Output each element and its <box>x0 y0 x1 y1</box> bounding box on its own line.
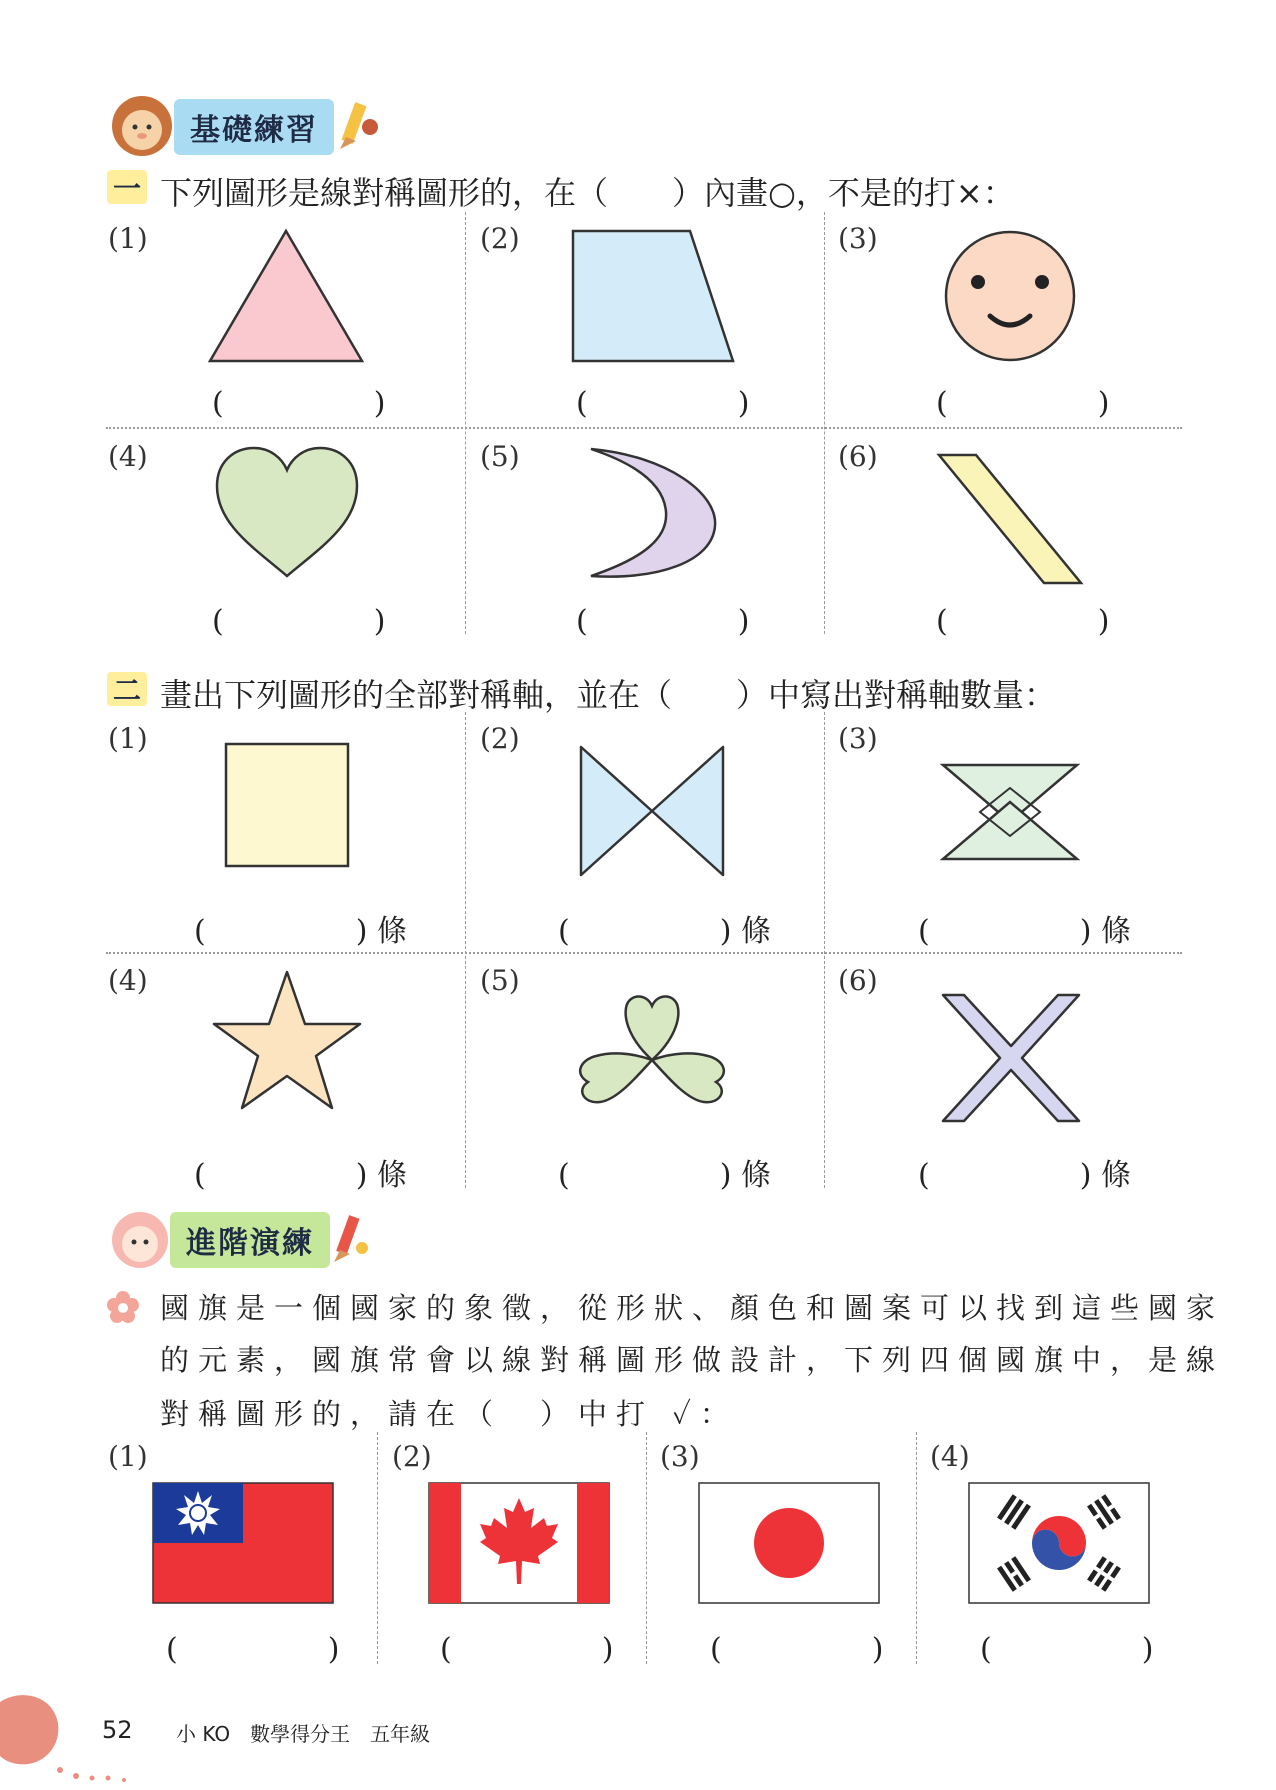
question-number-2: 二 <box>107 672 147 706</box>
unit-label: 條 <box>740 914 771 949</box>
item-label: (5) <box>480 964 520 997</box>
item-label: (1) <box>108 222 148 255</box>
section-badge-title: 基礎練習 <box>174 99 334 155</box>
crescent-moon-icon <box>588 446 718 582</box>
item-label: (2) <box>480 722 520 755</box>
square-icon <box>224 742 350 868</box>
answer-blank[interactable]: ( ) 條 <box>918 1158 1131 1193</box>
item-label: (2) <box>392 1440 432 1473</box>
divider <box>106 952 1182 954</box>
item-label: (6) <box>838 964 878 997</box>
answer-blank[interactable]: ( ) 條 <box>558 914 771 949</box>
pencil-icon <box>330 97 380 157</box>
paragraph-line: 國旗是一個國家的象徵，從形狀、顏色和圖案可以找到這些國家 <box>160 1291 1225 1325</box>
girl-mascot-icon <box>108 1208 174 1272</box>
item-label: (3) <box>838 222 878 255</box>
answer-blank[interactable]: ( ) <box>710 1632 884 1667</box>
unit-label: 條 <box>1100 1158 1131 1193</box>
hourglass-diamond-icon <box>940 762 1080 862</box>
question-1-text: 下列圖形是線對稱圖形的，在（ ）內畫○，不是的打×： <box>160 174 1015 212</box>
triangle-icon <box>206 228 366 364</box>
divider <box>377 1432 378 1664</box>
answer-blank[interactable]: ( ) <box>576 604 750 639</box>
lion-mascot-icon <box>108 92 180 162</box>
divider <box>824 212 825 634</box>
paragraph-line: 對稱圖形的，請在（ ）中打 ✓： <box>160 1397 738 1431</box>
unit-label: 條 <box>1100 914 1131 949</box>
item-label: (3) <box>660 1440 700 1473</box>
section-badge-advanced <box>108 1208 372 1272</box>
divider <box>824 712 825 1188</box>
item-label: (2) <box>480 222 520 255</box>
unit-label: 條 <box>376 1158 407 1193</box>
answer-blank[interactable]: ( ) 條 <box>194 1158 407 1193</box>
answer-blank[interactable]: ( ) <box>936 604 1110 639</box>
clover-icon <box>570 990 734 1106</box>
korea-flag-icon <box>968 1482 1150 1604</box>
answer-blank[interactable]: ( ) <box>980 1632 1154 1667</box>
unit-label: 條 <box>740 1158 771 1193</box>
parallelogram-icon <box>936 452 1084 586</box>
divider <box>916 1432 917 1664</box>
item-label: (1) <box>108 1440 148 1473</box>
item-label: (4) <box>108 440 148 473</box>
divider <box>465 212 466 634</box>
answer-blank[interactable]: ( ) 條 <box>918 914 1131 949</box>
answer-blank[interactable]: ( ) <box>440 1632 614 1667</box>
answer-blank[interactable]: ( ) <box>212 604 386 639</box>
answer-blank[interactable]: ( ) <box>576 386 750 421</box>
item-label: (5) <box>480 440 520 473</box>
bowtie-icon <box>578 744 726 878</box>
canada-flag-icon <box>428 1482 610 1604</box>
paragraph-line: 的元素，國旗常會以線對稱圖形做設計，下列四個國旗中，是線 <box>160 1343 1225 1377</box>
japan-flag-icon <box>698 1482 880 1604</box>
question-2-text: 畫出下列圖形的全部對稱軸，並在（ ）中寫出對稱軸數量： <box>160 676 1057 714</box>
divider <box>106 427 1182 429</box>
answer-blank[interactable]: ( ) <box>166 1632 340 1667</box>
star-icon <box>212 968 362 1110</box>
section-badge-title: 進階演練 <box>170 1212 330 1268</box>
book-title: 小 KO 數學得分王 五年級 <box>176 1722 431 1746</box>
item-label: (3) <box>838 722 878 755</box>
answer-blank[interactable]: ( ) 條 <box>194 914 407 949</box>
item-label: (4) <box>930 1440 970 1473</box>
section-badge-basic <box>108 92 380 162</box>
page-number: 52 <box>102 1716 133 1744</box>
divider <box>646 1432 647 1664</box>
item-label: (1) <box>108 722 148 755</box>
pencil-icon <box>326 1212 372 1268</box>
divider <box>465 712 466 1188</box>
item-label: (4) <box>108 964 148 997</box>
unit-label: 條 <box>376 914 407 949</box>
x-cross-icon <box>940 992 1082 1124</box>
item-label: (6) <box>838 440 878 473</box>
flower-bullet-icon <box>106 1290 140 1324</box>
answer-blank[interactable]: ( ) 條 <box>558 1158 771 1193</box>
question-number-1: 一 <box>107 170 147 204</box>
taiwan-flag-icon <box>152 1482 334 1604</box>
answer-blank[interactable]: ( ) <box>212 386 386 421</box>
answer-blank[interactable]: ( ) <box>936 386 1110 421</box>
trapezoid-icon <box>570 228 736 364</box>
smiley-face-icon <box>942 228 1078 364</box>
heart-icon <box>214 444 360 580</box>
